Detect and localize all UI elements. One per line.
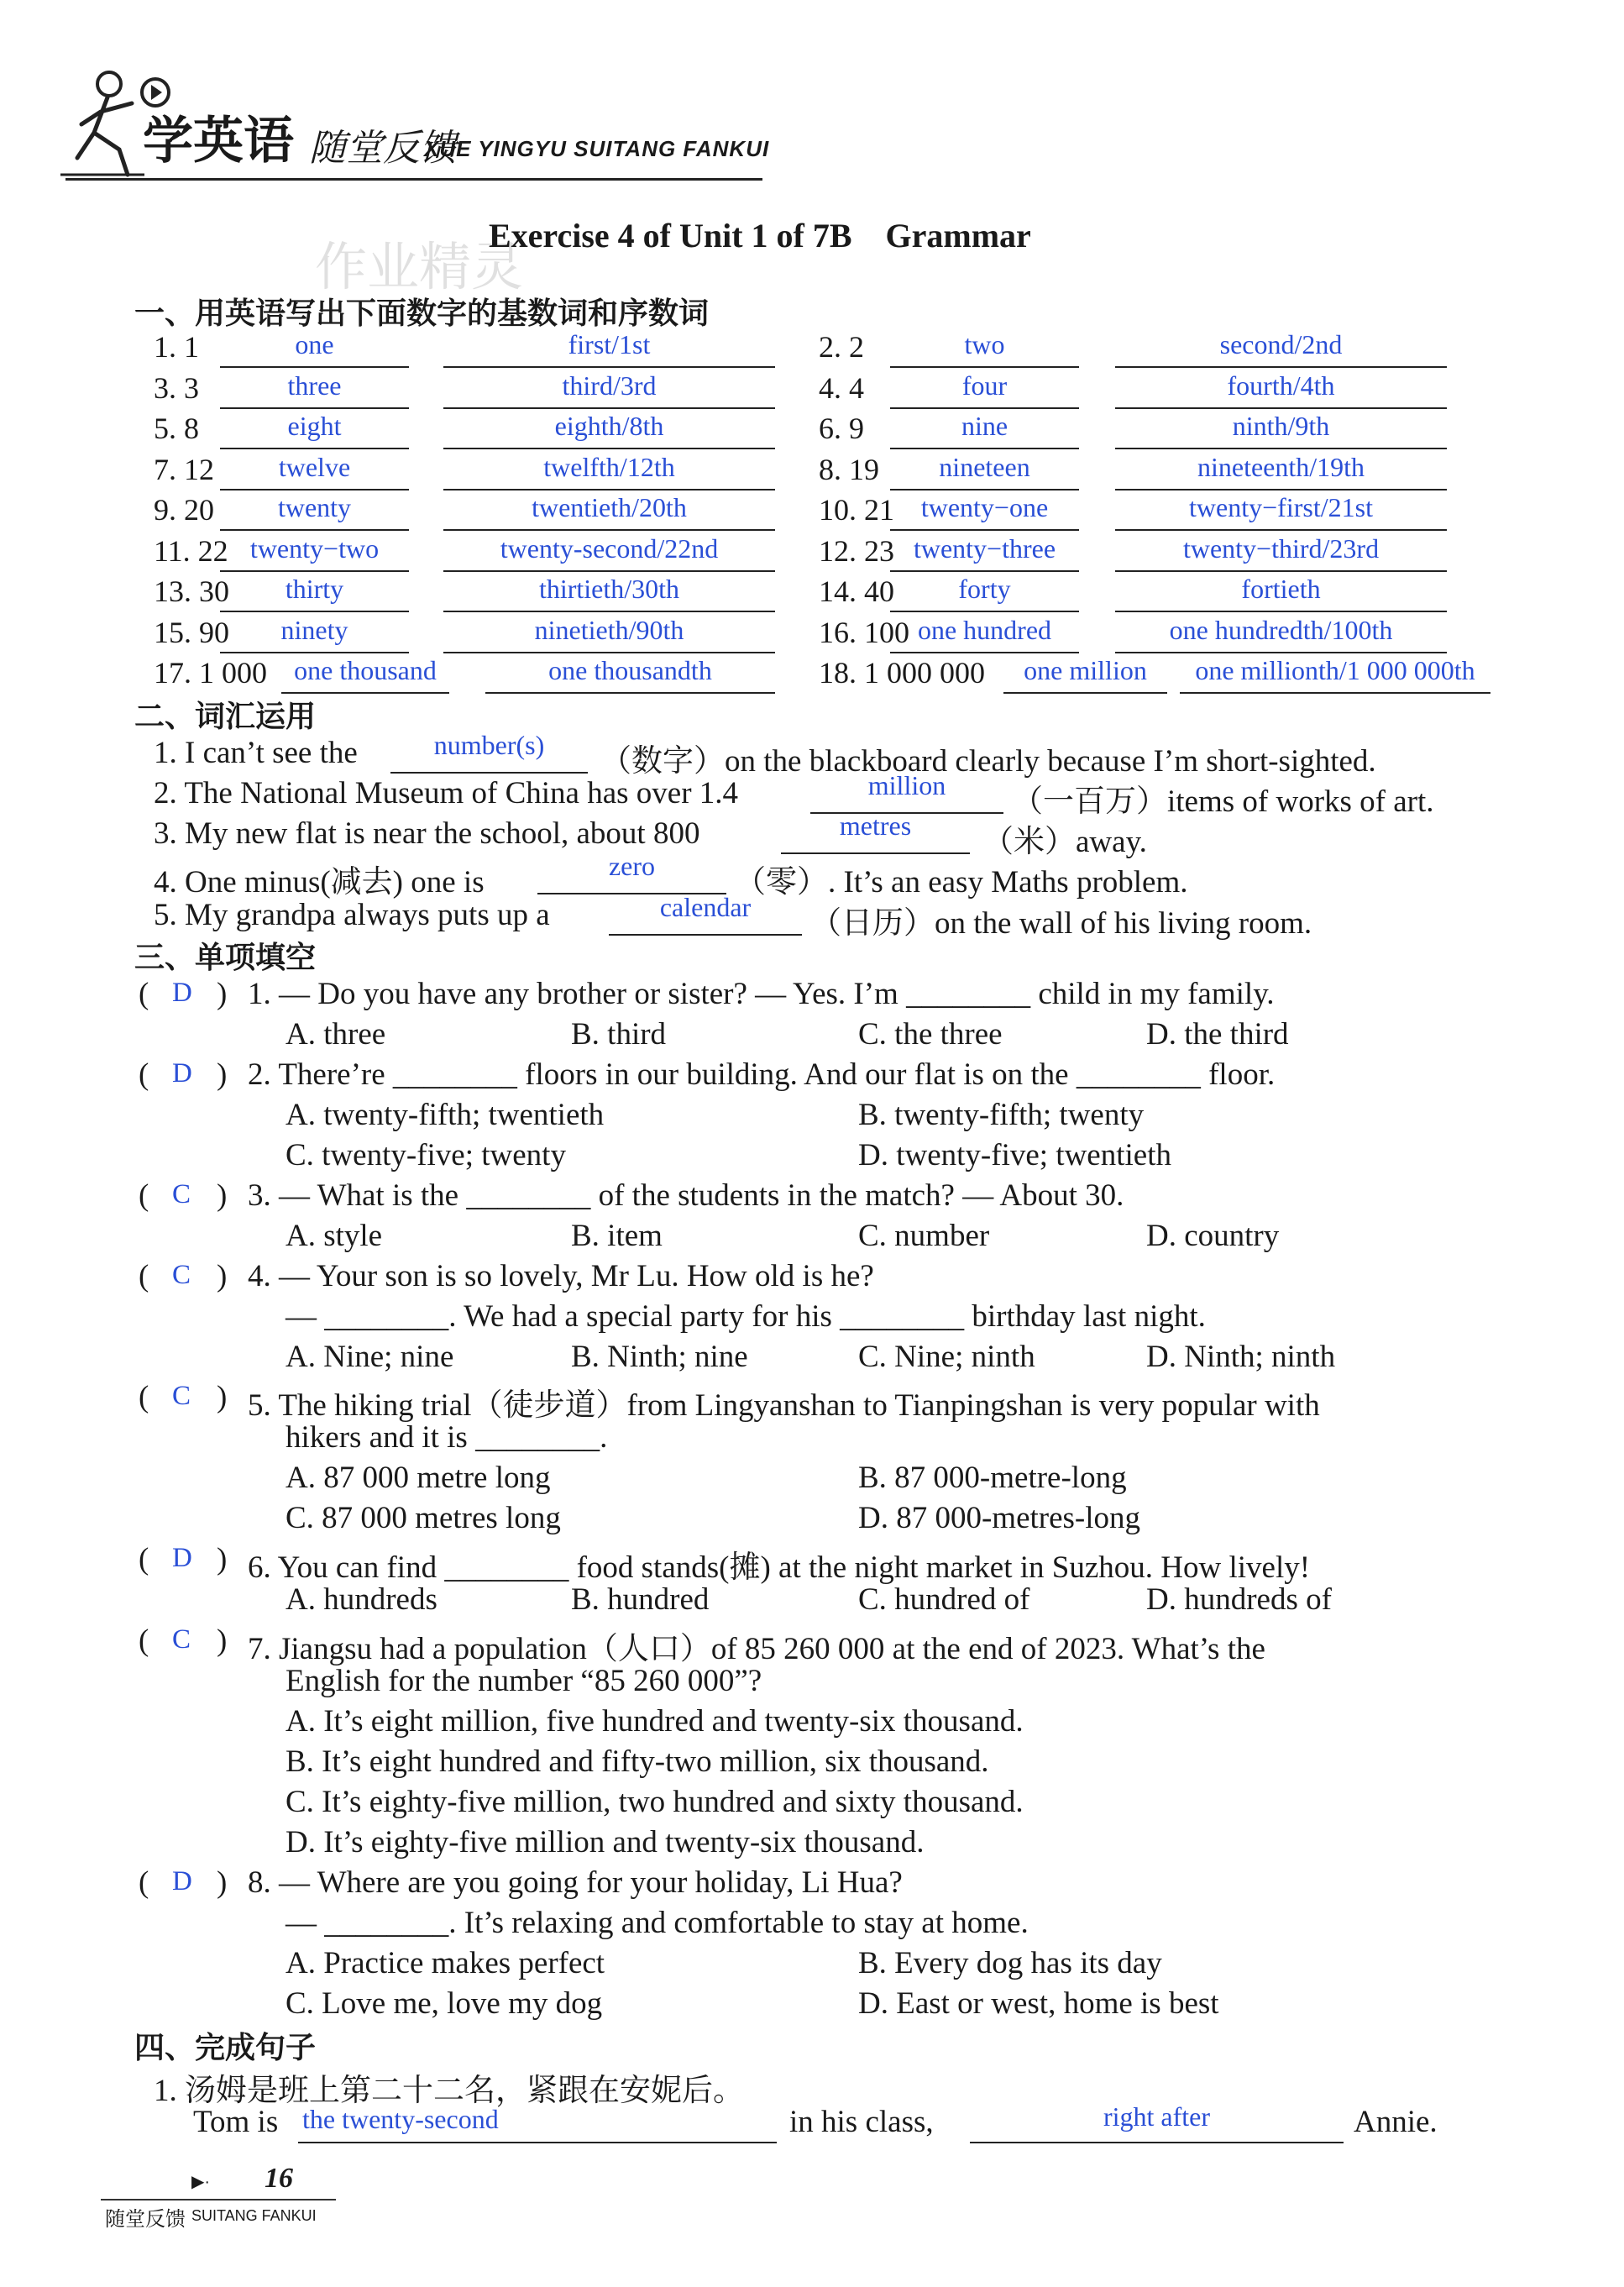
- ordinal-blank[interactable]: [443, 570, 775, 572]
- choice-answer: C: [172, 1381, 191, 1411]
- part4-item1-post: Annie.: [1354, 2105, 1438, 2139]
- ordinal-blank[interactable]: [1115, 652, 1447, 653]
- part4-answer1: the twenty-second: [302, 2104, 499, 2134]
- question-stem-continued: hikers and it is ________.: [286, 1420, 608, 1455]
- cardinal-answer: thirty: [285, 574, 344, 604]
- cardinal-answer: eight: [287, 411, 342, 441]
- answer-bracket-close: ): [217, 1380, 228, 1414]
- cardinal-answer: three: [287, 370, 342, 401]
- part1-number-label: 18. 1 000 000: [819, 656, 985, 690]
- part2-sentence-start: 2. The National Museum of China has over 1.4: [154, 776, 739, 810]
- footer-brand-cn: 随堂反馈: [105, 2207, 186, 2231]
- choice-answer: D: [172, 1543, 192, 1573]
- option-d[interactable]: D. hundreds of: [1146, 1582, 1332, 1617]
- part4-answer2: right after: [1103, 2101, 1211, 2132]
- page-title: Exercise 4 of Unit 1 of 7B Grammar: [489, 217, 1031, 254]
- cardinal-blank[interactable]: [890, 489, 1079, 490]
- question-stem: 5. The hiking trial（徒步道）from Lingyanshan to Tianpingshan is very popular with: [248, 1388, 1320, 1423]
- ordinal-answer: fortieth: [1241, 574, 1321, 604]
- option-b[interactable]: B. 87 000-metre-long: [858, 1461, 1127, 1495]
- question-stem: 6. You can find ________ food stands(摊) at the night market in Suzhou. How lively!: [248, 1550, 1311, 1585]
- header-rule: [65, 178, 762, 181]
- answer-bracket-close: ): [217, 977, 228, 1011]
- part1-number-label: 13. 30: [154, 574, 229, 608]
- ordinal-answer: twenty−first/21st: [1189, 492, 1373, 522]
- ordinal-answer: twenty-second/22nd: [500, 532, 719, 564]
- cardinal-blank[interactable]: [220, 489, 409, 490]
- answer-bracket-open: (: [139, 1057, 149, 1092]
- footer-rule: [101, 2199, 336, 2200]
- cardinal-answer: four: [961, 370, 1008, 401]
- ordinal-answer: ninetieth/90th: [534, 614, 684, 645]
- option-c[interactable]: C. hundred of: [858, 1582, 1030, 1617]
- option-b[interactable]: B. Ninth; nine: [571, 1340, 748, 1374]
- option-c[interactable]: C. 87 000 metres long: [286, 1501, 561, 1535]
- option-b[interactable]: B. item: [571, 1219, 663, 1253]
- question-stem: 8. — Where are you going for your holiday, Li Hua?: [248, 1865, 903, 1900]
- part1-number-label: 17. 1 000: [154, 656, 267, 690]
- cardinal-blank[interactable]: [1003, 692, 1167, 694]
- answer-bracket-close: ): [217, 1259, 228, 1293]
- part2-sentence-start: 3. My new flat is near the school, about 800: [154, 816, 700, 851]
- option-d[interactable]: D. twenty-five; twentieth: [858, 1138, 1171, 1172]
- cardinal-answer: twenty−two: [249, 532, 380, 564]
- option-d[interactable]: D. the third: [1146, 1017, 1289, 1052]
- cardinal-blank[interactable]: [220, 529, 409, 531]
- answer-bracket-close: ): [217, 1542, 228, 1576]
- part2-sentence-end: （零）. It’s an easy Maths problem.: [735, 865, 1188, 900]
- question-stem: 7. Jiangsu had a population（人口）of 85 260 000 at the end of 2023. What’s the: [248, 1632, 1265, 1666]
- ordinal-answer: first/1st: [568, 329, 651, 359]
- part2-answer: calendar: [659, 892, 752, 922]
- part1-number-label: 12. 23: [819, 533, 894, 568]
- option-c[interactable]: C. Nine; ninth: [858, 1340, 1035, 1374]
- ordinal-answer: eighth/8th: [554, 411, 664, 441]
- part1-heading: 一、用英语写出下面数字的基数词和序数词: [134, 296, 710, 331]
- cardinal-blank[interactable]: [890, 611, 1079, 612]
- question-stem: 3. — What is the ________ of the students in the match? — About 30.: [248, 1178, 1124, 1213]
- answer-bracket-close: ): [217, 1057, 228, 1092]
- page-number: 16: [265, 2163, 293, 2194]
- part2-sentence-start: 1. I can’t see the: [154, 736, 358, 770]
- header-logo: 学英语: [143, 112, 294, 170]
- ordinal-answer: nineteenth/19th: [1197, 451, 1365, 482]
- question-stem-continued: — ________. We had a special party for his ________ birthday last night.: [286, 1299, 1206, 1334]
- option-d[interactable]: D. 87 000-metres-long: [858, 1501, 1141, 1535]
- cardinal-answer: twenty−three: [913, 532, 1056, 564]
- answer-bracket-open: (: [139, 1259, 149, 1293]
- choice-answer: C: [172, 1260, 191, 1290]
- part1-number-label: 6. 9: [819, 412, 864, 445]
- option-a[interactable]: A. twenty-fifth; twentieth: [286, 1098, 605, 1132]
- cardinal-blank[interactable]: [220, 611, 409, 612]
- part1-number-label: 1. 1: [154, 330, 199, 364]
- part1-number-label: 2. 2: [819, 330, 864, 364]
- part2-answer: million: [867, 770, 946, 800]
- part2-answer: number(s): [433, 730, 545, 760]
- ordinal-blank[interactable]: [443, 407, 775, 409]
- part4-item1-mid: in his class,: [789, 2105, 934, 2139]
- option-a[interactable]: A. Nine; nine: [286, 1340, 454, 1374]
- part2-answer: zero: [608, 851, 656, 881]
- option-a[interactable]: A. style: [286, 1219, 383, 1253]
- answer-bracket-open: (: [139, 1865, 149, 1900]
- answer-bracket-open: (: [139, 977, 149, 1011]
- ordinal-blank[interactable]: [1115, 489, 1447, 490]
- ordinal-answer: one millionth/1 000 000th: [1195, 655, 1475, 685]
- answer-bracket-open: (: [139, 1542, 149, 1576]
- option-b[interactable]: B. third: [571, 1017, 667, 1052]
- cardinal-answer: one hundred: [917, 614, 1052, 645]
- cardinal-blank[interactable]: [220, 652, 409, 653]
- option-c[interactable]: C. number: [858, 1219, 990, 1253]
- option-a[interactable]: A. Practice makes perfect: [286, 1946, 605, 1980]
- ordinal-blank[interactable]: [443, 652, 775, 653]
- part2-sentence-end: （米）away.: [982, 825, 1147, 859]
- ordinal-answer: twentieth/20th: [532, 492, 687, 522]
- question-stem: 1. — Do you have any brother or sister? — Yes. I’m ________ child in my family.: [248, 977, 1275, 1011]
- part1-number-label: 9. 20: [154, 493, 214, 527]
- cardinal-answer: twenty−one: [920, 492, 1049, 522]
- header-brand: 随堂反馈: [309, 127, 457, 170]
- part2-blank[interactable]: [390, 772, 588, 774]
- option-d[interactable]: D. It’s eighty-five million and twenty-six thousand.: [286, 1825, 925, 1859]
- question-stem-continued: English for the number “85 260 000”?: [286, 1664, 762, 1698]
- choice-answer: C: [172, 1179, 191, 1209]
- ordinal-blank[interactable]: [1115, 407, 1447, 409]
- cardinal-answer: one million: [1024, 655, 1147, 685]
- ordinal-blank[interactable]: [485, 692, 775, 694]
- part1-number-label: 7. 12: [154, 452, 214, 486]
- option-b[interactable]: B. It’s eight hundred and fifty-two million, six thousand.: [286, 1744, 989, 1779]
- question-stem: 4. — Your son is so lovely, Mr Lu. How old is he?: [248, 1259, 874, 1293]
- ordinal-blank[interactable]: [1180, 692, 1490, 694]
- part4-item1-chinese: 1. 汤姆是班上第二十二名，紧跟在安妮后。: [154, 2074, 744, 2108]
- part1-number-label: 5. 8: [154, 412, 199, 445]
- part4-blank2[interactable]: [970, 2142, 1344, 2143]
- option-c[interactable]: C. Love me, love my dog: [286, 1986, 603, 2021]
- cardinal-answer: twelve: [278, 451, 351, 482]
- cardinal-answer: one: [295, 329, 334, 359]
- choice-answer: D: [172, 978, 192, 1008]
- option-c[interactable]: C. It’s eighty-five million, two hundred and sixty thousand.: [286, 1785, 1024, 1819]
- footer-arrow-icon: ▶·: [191, 2173, 211, 2191]
- ordinal-answer: one hundredth/100th: [1169, 614, 1393, 645]
- ordinal-answer: twenty−third/23rd: [1182, 532, 1380, 564]
- part4-heading: 四、完成句子: [134, 2031, 317, 2065]
- ordinal-blank[interactable]: [1115, 570, 1447, 572]
- ordinal-answer: fourth/4th: [1227, 370, 1335, 401]
- part1-number-label: 4. 4: [819, 370, 864, 405]
- ordinal-answer: third/3rd: [562, 370, 657, 401]
- cardinal-blank[interactable]: [220, 448, 409, 449]
- watermark: 作业精灵: [315, 236, 524, 297]
- choice-answer: C: [172, 1624, 191, 1655]
- cardinal-answer: two: [964, 329, 1005, 359]
- option-d[interactable]: D. Ninth; ninth: [1146, 1340, 1336, 1374]
- answer-bracket-close: ): [217, 1178, 228, 1213]
- part3-heading: 三、单项填空: [134, 941, 317, 975]
- part1-number-label: 10. 21: [819, 493, 894, 527]
- ordinal-blank[interactable]: [443, 489, 775, 490]
- cardinal-blank[interactable]: [890, 366, 1079, 368]
- option-b[interactable]: B. Every dog has its day: [858, 1946, 1162, 1980]
- option-a[interactable]: A. three: [286, 1017, 386, 1052]
- part2-heading: 二、词汇运用: [134, 700, 317, 734]
- option-a[interactable]: A. hundreds: [286, 1582, 437, 1617]
- option-a[interactable]: A. It’s eight million, five hundred and twenty-six thousand.: [286, 1704, 1024, 1739]
- answer-bracket-close: ): [217, 1623, 228, 1658]
- cardinal-blank[interactable]: [220, 366, 409, 368]
- ordinal-blank[interactable]: [1115, 366, 1447, 368]
- part2-blank[interactable]: [781, 852, 970, 854]
- answer-bracket-close: ): [217, 1865, 228, 1900]
- cardinal-answer: nineteen: [939, 451, 1030, 482]
- answer-bracket-open: (: [139, 1380, 149, 1414]
- cardinal-blank[interactable]: [890, 448, 1079, 449]
- part2-answer: metres: [839, 810, 912, 841]
- cardinal-answer: one thousand: [294, 655, 437, 685]
- ordinal-answer: twelfth/12th: [543, 451, 675, 482]
- ordinal-blank[interactable]: [443, 448, 775, 449]
- cardinal-blank[interactable]: [890, 529, 1079, 531]
- option-c[interactable]: C. the three: [858, 1017, 1003, 1052]
- part1-number-label: 15. 90: [154, 615, 229, 649]
- ordinal-blank[interactable]: [1115, 529, 1447, 531]
- part1-number-label: 3. 3: [154, 370, 199, 405]
- cardinal-blank[interactable]: [890, 407, 1079, 409]
- ordinal-blank[interactable]: [443, 611, 775, 612]
- ordinal-answer: second/2nd: [1219, 329, 1343, 359]
- part4-blank1[interactable]: [298, 2142, 777, 2143]
- ordinal-answer: ninth/9th: [1232, 411, 1330, 441]
- footer-brand-en: SUITANG FANKUI: [191, 2207, 317, 2224]
- option-b[interactable]: B. hundred: [571, 1582, 710, 1617]
- question-stem: 2. There’re ________ floors in our building. And our flat is on the ________ floor.: [248, 1057, 1276, 1092]
- option-b[interactable]: B. twenty-fifth; twenty: [858, 1098, 1145, 1132]
- part2-sentence-start: 4. One minus(减去) one is: [154, 865, 485, 900]
- ordinal-blank[interactable]: [1115, 448, 1447, 449]
- option-d[interactable]: D. East or west, home is best: [858, 1986, 1219, 2021]
- cardinal-blank[interactable]: [890, 570, 1079, 572]
- option-c[interactable]: C. twenty-five; twenty: [286, 1138, 566, 1172]
- cardinal-blank[interactable]: [220, 407, 409, 409]
- part1-number-label: 16. 100: [819, 615, 909, 649]
- header-pinyin: XUE YINGYU SUITANG FANKUI: [424, 136, 770, 161]
- question-stem-continued: — ________. It’s relaxing and comfortable to stay at home.: [286, 1906, 1029, 1940]
- ordinal-blank[interactable]: [443, 366, 775, 368]
- option-a[interactable]: A. 87 000 metre long: [286, 1461, 551, 1495]
- part1-number-label: 8. 19: [819, 452, 879, 486]
- part2-blank[interactable]: [609, 934, 802, 936]
- part1-number-label: 14. 40: [819, 574, 894, 608]
- part2-sentence-start: 5. My grandpa always puts up a: [154, 898, 550, 932]
- option-d[interactable]: D. country: [1146, 1219, 1280, 1253]
- cardinal-answer: nine: [961, 411, 1008, 441]
- answer-bracket-open: (: [139, 1623, 149, 1658]
- cardinal-answer: ninety: [280, 614, 348, 645]
- choice-answer: D: [172, 1866, 192, 1896]
- ordinal-blank[interactable]: [1115, 611, 1447, 612]
- ordinal-answer: thirtieth/30th: [538, 574, 680, 604]
- choice-answer: D: [172, 1058, 192, 1088]
- part2-sentence-end: （一百万）items of works of art.: [1012, 784, 1434, 819]
- cardinal-answer: forty: [958, 574, 1011, 604]
- part2-sentence-end: （日历）on the wall of his living room.: [810, 906, 1312, 941]
- ordinal-blank[interactable]: [443, 529, 775, 531]
- ordinal-answer: one thousandth: [548, 655, 712, 685]
- part1-number-label: 11. 22: [154, 533, 228, 568]
- part4-item1-pre: Tom is: [193, 2105, 279, 2139]
- cardinal-blank[interactable]: [890, 652, 1079, 653]
- cardinal-blank[interactable]: [220, 570, 409, 572]
- part2-sentence-end: （数字）on the blackboard clearly because I’m short-sighted.: [600, 744, 1376, 779]
- answer-bracket-open: (: [139, 1178, 149, 1213]
- cardinal-answer: twenty: [277, 492, 352, 522]
